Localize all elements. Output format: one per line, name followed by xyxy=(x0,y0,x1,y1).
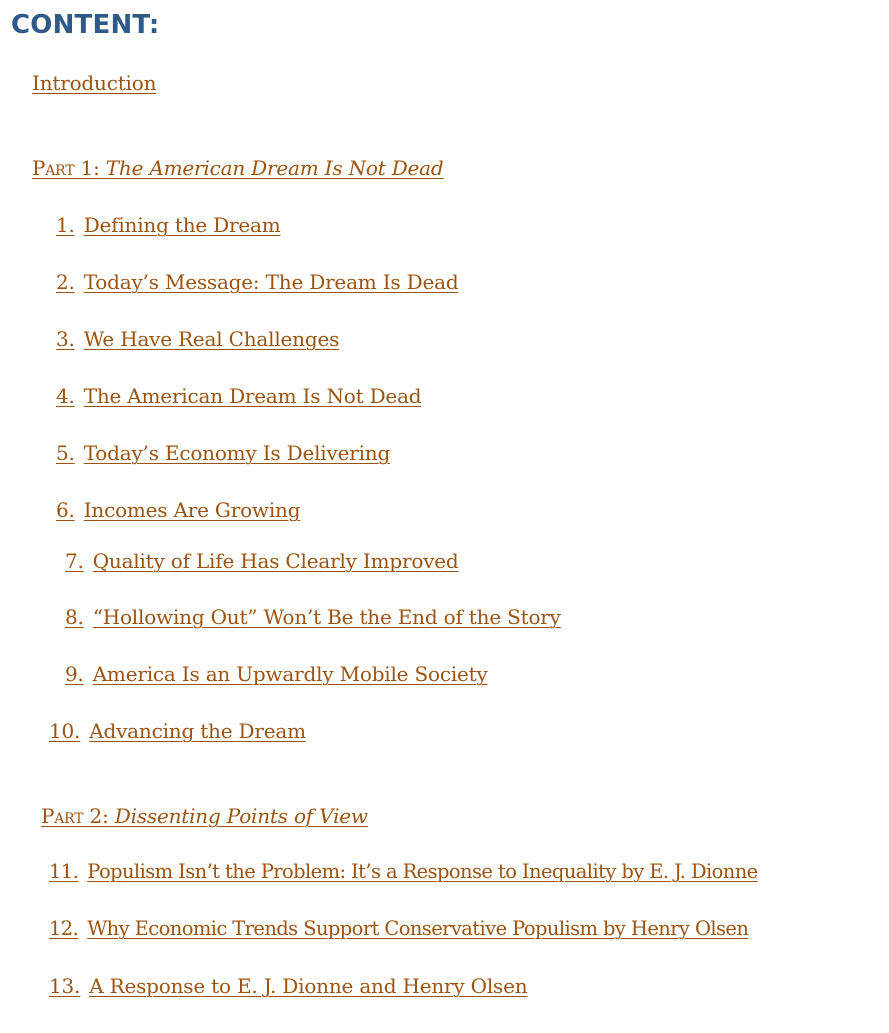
chapter-title: Why Economic Trends Support Conservative Populism by Henry Olsen xyxy=(87,917,749,940)
toc-link-chapter-6[interactable] xyxy=(56,498,300,522)
part-2-title: Dissenting Points of View xyxy=(114,804,368,828)
toc-link-chapter-7[interactable] xyxy=(65,549,459,573)
toc-link-chapter-1[interactable] xyxy=(56,213,281,237)
toc-link-part-1[interactable] xyxy=(32,156,444,180)
chapter-number: 12. xyxy=(49,917,79,940)
chapter-number: 13. xyxy=(49,974,81,998)
chapter-number: 7. xyxy=(65,549,84,573)
chapter-number: 5. xyxy=(56,441,75,465)
chapter-number: 9. xyxy=(65,662,84,686)
chapter-number: 10. xyxy=(49,719,81,743)
toc-link-chapter-9[interactable] xyxy=(65,662,488,686)
chapter-number: 1. xyxy=(56,213,75,237)
chapter-title: “Hollowing Out” Won’t Be the End of the Story xyxy=(92,605,561,629)
part-1-title: The American Dream Is Not Dead xyxy=(105,156,444,180)
chapter-title: Today’s Message: The Dream Is Dead xyxy=(83,270,459,294)
chapter-number: 3. xyxy=(56,327,75,351)
toc-link-introduction[interactable]: Introduction xyxy=(32,71,157,95)
toc-link-chapter-4[interactable] xyxy=(56,384,421,408)
part-1-label: Part 1: xyxy=(32,156,100,180)
chapter-title: Defining the Dream xyxy=(83,213,281,237)
chapter-title: Advancing the Dream xyxy=(89,719,306,743)
chapter-number: 8. xyxy=(65,605,84,629)
chapter-number: 11. xyxy=(49,860,79,883)
toc-link-chapter-3[interactable] xyxy=(56,327,339,351)
chapter-title: Populism Isn’t the Problem: It’s a Response to Inequality by E. J. Dionne xyxy=(87,860,758,883)
toc-link-chapter-5[interactable] xyxy=(56,441,390,465)
chapter-title: We Have Real Challenges xyxy=(83,327,340,351)
chapter-number: 2. xyxy=(56,270,75,294)
chapter-title: America Is an Upwardly Mobile Society xyxy=(92,662,488,686)
chapter-title: Quality of Life Has Clearly Improved xyxy=(92,549,459,573)
chapter-title: Incomes Are Growing xyxy=(83,498,301,522)
chapter-title: The American Dream Is Not Dead xyxy=(83,384,422,408)
chapter-title: Today’s Economy Is Delivering xyxy=(83,441,391,465)
chapter-title: A Response to E. J. Dionne and Henry Olsen xyxy=(89,974,528,998)
page-title: CONTENT: xyxy=(11,10,160,40)
toc-link-chapter-12[interactable] xyxy=(49,917,748,940)
toc-link-chapter-11[interactable] xyxy=(49,860,758,883)
toc-link-chapter-8[interactable] xyxy=(65,605,561,629)
chapter-number: 6. xyxy=(56,498,75,522)
toc-link-chapter-10[interactable] xyxy=(49,719,306,743)
chapter-number: 4. xyxy=(56,384,75,408)
toc-link-chapter-13[interactable] xyxy=(49,974,527,998)
toc-link-chapter-2[interactable] xyxy=(56,270,458,294)
toc-link-part-2[interactable] xyxy=(41,804,368,828)
part-2-label: Part 2: xyxy=(41,804,109,828)
